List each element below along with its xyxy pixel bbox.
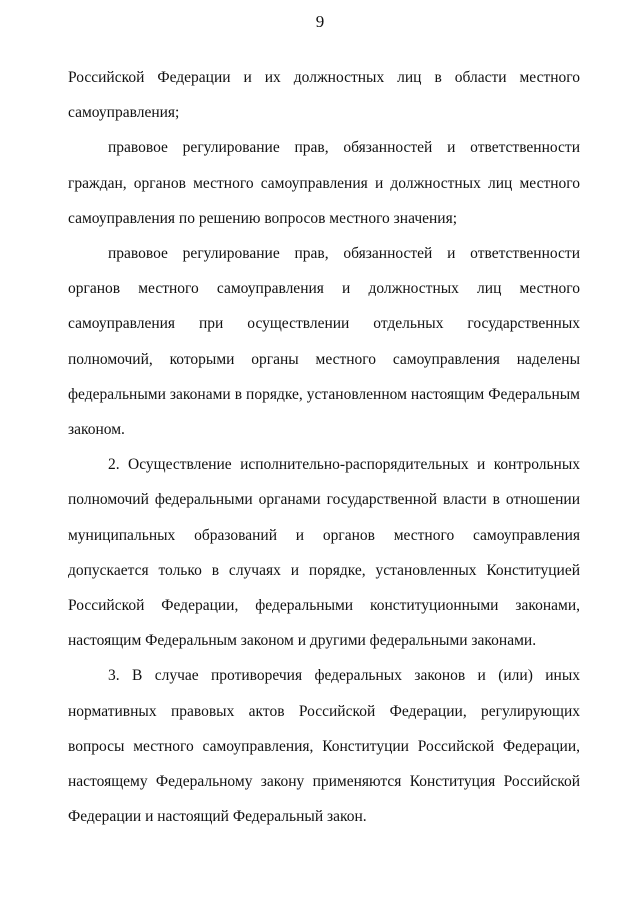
paragraph-citizens-regulation: правовое регулирование прав, обязанностей и ответственности граждан, органов местного самоуправления и должностных лиц местного самоуправления по решению вопросов местного значения; [68, 139, 580, 227]
paragraph-clause-2: 2. Осуществление исполнительно-распорядительных и контрольных полномочий федеральными органами государственной власти в отношении муниципальных образований и органов местного самоуправления допускается только в случаях и порядке, установленных Конституцией Российской Федерации, федеральными конституционными законами, настоящим Федеральным законом и другими федеральными законами. [68, 456, 580, 650]
document-body [68, 60, 580, 834]
paragraph-continuation: Российской Федерации и их должностных лиц в области местного самоуправления; [68, 69, 580, 122]
paragraph-state-powers-regulation: правовое регулирование прав, обязанностей и ответственности органов местного самоуправления и должностных лиц местного самоуправления при осуществлении отдельных государственных полномочий, которыми органы местного самоуправления наделены федеральными законами в порядке, установленном настоящим Федеральным законом. [68, 245, 580, 439]
paragraph-clause-3: 3. В случае противоречия федеральных законов и (или) иных нормативных правовых актов Российской Федерации, регулирующих вопросы местного самоуправления, Конституции Российской Федерации, настоящему Федеральному закону применяются Конституция Российской Федерации и настоящий Федеральный закон. [68, 667, 580, 826]
page-number: 9 [315, 12, 325, 31]
